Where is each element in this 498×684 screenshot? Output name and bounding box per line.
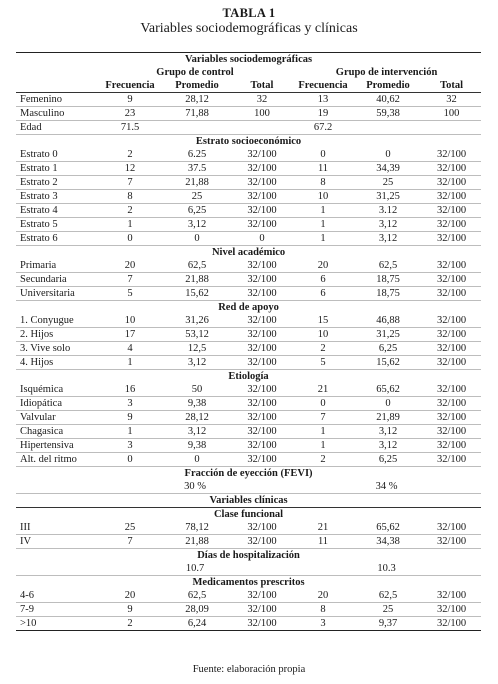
- section-header-row: [16, 246, 481, 260]
- table-row: [16, 273, 481, 287]
- row-label: Isquémica: [16, 383, 98, 397]
- table-cell: 32/100: [232, 176, 292, 190]
- table-cell: 32/100: [422, 589, 481, 603]
- section-header: Fracción de eyección (FEVI): [16, 467, 481, 481]
- table-cell: 21,89: [354, 411, 422, 425]
- table-cell: 32/100: [422, 314, 481, 328]
- section-header-row: [16, 135, 481, 149]
- section-header: Medicamentos prescritos: [16, 576, 481, 590]
- table-cell: 10: [98, 314, 162, 328]
- table-row: [16, 383, 481, 397]
- row-label: 4-6: [16, 589, 98, 603]
- section-header: Clase funcional: [16, 508, 481, 522]
- table-cell: 32/100: [422, 535, 481, 549]
- table-body: [16, 53, 481, 631]
- table-cell: 32/100: [422, 204, 481, 218]
- table-row: [16, 356, 481, 370]
- table-cell: 20: [98, 259, 162, 273]
- table-cell: 32/100: [232, 521, 292, 535]
- row-label: Alt. del ritmo: [16, 453, 98, 467]
- table-cell: 32/100: [422, 453, 481, 467]
- table-cell: 32/100: [422, 439, 481, 453]
- table-cell: 32/100: [422, 273, 481, 287]
- row-label: Secundaria: [16, 273, 98, 287]
- table-cell: 31,26: [162, 314, 232, 328]
- table-cell: 5: [292, 356, 354, 370]
- table-cell: 3,12: [162, 356, 232, 370]
- row-label: Estrato 3: [16, 190, 98, 204]
- column-header: Total: [422, 79, 481, 93]
- summary-row: [16, 562, 481, 576]
- column-header: Frecuencia: [292, 79, 354, 93]
- table-cell: 3,12: [162, 425, 232, 439]
- table-cell: 32/100: [232, 617, 292, 631]
- table-cell: 32/100: [422, 521, 481, 535]
- section-header-row: [16, 508, 481, 522]
- table-row: [16, 397, 481, 411]
- row-label: Hipertensiva: [16, 439, 98, 453]
- table-cell: [162, 121, 232, 135]
- table-cell: 20: [98, 589, 162, 603]
- table-cell: 21: [292, 383, 354, 397]
- row-label: Estrato 0: [16, 148, 98, 162]
- table-cell: 16: [98, 383, 162, 397]
- table-row: [16, 521, 481, 535]
- table-cell: 100: [232, 107, 292, 121]
- table-row: [16, 190, 481, 204]
- table-cell: 32/100: [422, 328, 481, 342]
- table-cell: 7: [98, 535, 162, 549]
- table-cell: 0: [354, 397, 422, 411]
- table-number: TABLA 1: [222, 6, 276, 20]
- group-header-intervention: Grupo de intervención: [335, 67, 438, 78]
- table-cell: 2: [98, 204, 162, 218]
- table-cell: 0: [232, 232, 292, 246]
- table-cell: 9: [98, 603, 162, 617]
- table-cell: 32/100: [232, 603, 292, 617]
- table-cell: 32/100: [232, 273, 292, 287]
- table-cell: 0: [98, 453, 162, 467]
- table-cell: 32/100: [422, 259, 481, 273]
- summary-row: [16, 480, 481, 494]
- table-cell: 21,88: [162, 273, 232, 287]
- table-cell: 4: [98, 342, 162, 356]
- table-cell: 23: [98, 107, 162, 121]
- table-row: [16, 218, 481, 232]
- section-header-row: [16, 370, 481, 384]
- table-cell: 32/100: [232, 204, 292, 218]
- row-label: Estrato 1: [16, 162, 98, 176]
- table-cell: 67.2: [292, 121, 354, 135]
- table-cell: 32/100: [422, 425, 481, 439]
- table-cell: 32/100: [232, 259, 292, 273]
- table-cell: 32/100: [422, 232, 481, 246]
- table-row: [16, 439, 481, 453]
- source-note: Fuente: elaboración propia: [192, 664, 306, 675]
- table-cell: 32/100: [232, 411, 292, 425]
- summary-label-empty: [16, 480, 98, 494]
- row-label: Chagasica: [16, 425, 98, 439]
- table-cell: 46,88: [354, 314, 422, 328]
- table-cell: 37.5: [162, 162, 232, 176]
- table-cell: 32/100: [232, 439, 292, 453]
- table-cell: 15: [292, 314, 354, 328]
- row-label: III: [16, 521, 98, 535]
- table-cell: 32/100: [422, 397, 481, 411]
- section-header: Red de apoyo: [16, 301, 481, 315]
- table-row: [16, 93, 481, 107]
- summary-control-value: 30 %: [98, 480, 292, 494]
- row-label: 7-9: [16, 603, 98, 617]
- table-cell: 62,5: [354, 589, 422, 603]
- group-header-control: Grupo de control: [156, 67, 234, 78]
- table-cell: 10: [292, 190, 354, 204]
- table-cell: 9: [98, 411, 162, 425]
- table-cell: 21: [292, 521, 354, 535]
- table-cell: 6: [292, 287, 354, 301]
- table-cell: 18,75: [354, 273, 422, 287]
- table-cell: 3,12: [354, 425, 422, 439]
- table-title: Variables sociodemográficas y clínicas: [140, 21, 358, 36]
- table-cell: 7: [292, 411, 354, 425]
- table-cell: 1: [292, 439, 354, 453]
- row-label: IV: [16, 535, 98, 549]
- table-cell: 7: [98, 176, 162, 190]
- table-cell: 32/100: [422, 342, 481, 356]
- section-header-row: [16, 494, 481, 508]
- table-cell: 8: [292, 603, 354, 617]
- table-cell: 18,75: [354, 287, 422, 301]
- section-header: Días de hospitalización: [16, 549, 481, 563]
- table-cell: 17: [98, 328, 162, 342]
- table-row: [16, 617, 481, 631]
- table-row: [16, 589, 481, 603]
- table-cell: 62,5: [354, 259, 422, 273]
- table-row: [16, 287, 481, 301]
- row-label: Valvular: [16, 411, 98, 425]
- table-cell: 71.5: [98, 121, 162, 135]
- table-cell: 0: [292, 148, 354, 162]
- table-row: [16, 453, 481, 467]
- row-label: 4. Hijos: [16, 356, 98, 370]
- table-cell: 65,62: [354, 383, 422, 397]
- table-cell: 0: [162, 453, 232, 467]
- row-label: 1. Conyugue: [16, 314, 98, 328]
- table-row: [16, 107, 481, 121]
- table-cell: 65,62: [354, 521, 422, 535]
- section-header: Variables clínicas: [16, 494, 481, 508]
- column-header: Promedio: [354, 79, 422, 93]
- row-label: Primaria: [16, 259, 98, 273]
- table-cell: 12: [98, 162, 162, 176]
- table-cell: 32/100: [232, 314, 292, 328]
- table-cell: 34,39: [354, 162, 422, 176]
- table-cell: 100: [422, 107, 481, 121]
- table-cell: 21,88: [162, 535, 232, 549]
- column-header: [16, 79, 98, 93]
- table-cell: 62,5: [162, 589, 232, 603]
- table-cell: 32/100: [232, 453, 292, 467]
- table-row: [16, 148, 481, 162]
- table-cell: 32/100: [232, 397, 292, 411]
- table-cell: 32/100: [422, 603, 481, 617]
- summary-control-value: 10.7: [98, 562, 292, 576]
- table-cell: 11: [292, 535, 354, 549]
- table-cell: 28,09: [162, 603, 232, 617]
- table-cell: 25: [98, 521, 162, 535]
- table-cell: 32/100: [232, 342, 292, 356]
- table-cell: 0: [292, 397, 354, 411]
- section-header: Etiología: [16, 370, 481, 384]
- table-cell: 53,12: [162, 328, 232, 342]
- table-cell: 3.12: [354, 204, 422, 218]
- table-cell: 32/100: [422, 617, 481, 631]
- table-cell: 3: [98, 439, 162, 453]
- table-cell: 31,25: [354, 328, 422, 342]
- table-cell: 31,25: [354, 190, 422, 204]
- table-cell: [354, 121, 422, 135]
- table-cell: 2: [292, 342, 354, 356]
- section-header-row: [16, 53, 481, 67]
- table-cell: 0: [98, 232, 162, 246]
- table-cell: 78,12: [162, 521, 232, 535]
- table-cell: 9: [98, 93, 162, 107]
- table-cell: 32: [232, 93, 292, 107]
- table-row: [16, 176, 481, 190]
- table-cell: 32/100: [232, 383, 292, 397]
- summary-intervention-value: 34 %: [292, 480, 481, 494]
- table-cell: 21,88: [162, 176, 232, 190]
- section-header: Nivel académico: [16, 246, 481, 260]
- table-cell: 0: [162, 232, 232, 246]
- table-cell: 59,38: [354, 107, 422, 121]
- table-cell: 1: [292, 204, 354, 218]
- row-label: 3. Vive solo: [16, 342, 98, 356]
- table-cell: 32/100: [232, 162, 292, 176]
- table-cell: 32/100: [232, 328, 292, 342]
- section-header-row: [16, 467, 481, 481]
- group-header-row: [16, 66, 481, 79]
- table-cell: 19: [292, 107, 354, 121]
- table-cell: 32/100: [232, 589, 292, 603]
- table-cell: 3: [98, 397, 162, 411]
- table-cell: 32/100: [422, 190, 481, 204]
- table-cell: 32/100: [232, 190, 292, 204]
- table-cell: 8: [292, 176, 354, 190]
- summary-intervention-value: 10.3: [292, 562, 481, 576]
- table-cell: 3,12: [354, 232, 422, 246]
- table-cell: 32/100: [422, 411, 481, 425]
- table-cell: 8: [98, 190, 162, 204]
- column-header-row: [16, 79, 481, 93]
- table-cell: 2: [98, 617, 162, 631]
- table-cell: 13: [292, 93, 354, 107]
- row-label: Estrato 2: [16, 176, 98, 190]
- table-cell: 32/100: [232, 218, 292, 232]
- table-cell: 32/100: [422, 148, 481, 162]
- table-cell: 32/100: [232, 535, 292, 549]
- table-cell: 25: [162, 190, 232, 204]
- section-header: Variables sociodemográficas: [16, 53, 481, 67]
- table-cell: 32/100: [232, 356, 292, 370]
- table-row: [16, 162, 481, 176]
- table-cell: 25: [354, 176, 422, 190]
- table-cell: 6,25: [354, 453, 422, 467]
- table-cell: 5: [98, 287, 162, 301]
- table-cell: 6,24: [162, 617, 232, 631]
- table-cell: 40,62: [354, 93, 422, 107]
- table-row: [16, 121, 481, 135]
- table-cell: 32: [422, 93, 481, 107]
- table-cell: 3,12: [354, 218, 422, 232]
- row-label: Universitaria: [16, 287, 98, 301]
- section-header: Estrato socioeconómico: [16, 135, 481, 149]
- table-cell: 1: [292, 218, 354, 232]
- table-cell: 3,12: [354, 439, 422, 453]
- table-cell: 1: [98, 218, 162, 232]
- table-cell: 2: [98, 148, 162, 162]
- table-cell: 3: [292, 617, 354, 631]
- table-cell: 11: [292, 162, 354, 176]
- table-cell: 6,25: [354, 342, 422, 356]
- table-cell: 32/100: [422, 356, 481, 370]
- table-cell: 32/100: [232, 425, 292, 439]
- table-row: [16, 603, 481, 617]
- row-label: Masculino: [16, 107, 98, 121]
- group-header-empty: [16, 66, 98, 79]
- table-cell: 9,38: [162, 397, 232, 411]
- table-cell: 32/100: [422, 287, 481, 301]
- row-label: Estrato 6: [16, 232, 98, 246]
- table-cell: 32/100: [422, 162, 481, 176]
- row-label: >10: [16, 617, 98, 631]
- row-label: Idiopática: [16, 397, 98, 411]
- table-row: [16, 425, 481, 439]
- table-cell: 32/100: [422, 383, 481, 397]
- section-header-row: [16, 576, 481, 590]
- table-row: [16, 232, 481, 246]
- column-header: Frecuencia: [98, 79, 162, 93]
- table-cell: 9,37: [354, 617, 422, 631]
- table-cell: 15,62: [354, 356, 422, 370]
- table-row: [16, 314, 481, 328]
- table-cell: [232, 121, 292, 135]
- row-label: Femenino: [16, 93, 98, 107]
- table-cell: 6: [292, 273, 354, 287]
- table-cell: 6,25: [162, 204, 232, 218]
- table-row: [16, 204, 481, 218]
- table-cell: 32/100: [422, 218, 481, 232]
- table-cell: 25: [354, 603, 422, 617]
- table-row: [16, 259, 481, 273]
- table-cell: 34,38: [354, 535, 422, 549]
- row-label: Estrato 4: [16, 204, 98, 218]
- table-cell: 32/100: [232, 148, 292, 162]
- section-header-row: [16, 301, 481, 315]
- table-cell: 2: [292, 453, 354, 467]
- table-cell: 50: [162, 383, 232, 397]
- table-cell: 10: [292, 328, 354, 342]
- row-label: Edad: [16, 121, 98, 135]
- table-cell: 7: [98, 273, 162, 287]
- table-cell: 20: [292, 259, 354, 273]
- table-cell: 9,38: [162, 439, 232, 453]
- table-cell: 71,88: [162, 107, 232, 121]
- table-cell: 3,12: [162, 218, 232, 232]
- table-cell: 6.25: [162, 148, 232, 162]
- table-cell: 1: [98, 356, 162, 370]
- table-row: [16, 535, 481, 549]
- table-row: [16, 342, 481, 356]
- table-cell: 28,12: [162, 411, 232, 425]
- table-cell: 12,5: [162, 342, 232, 356]
- column-header: Total: [232, 79, 292, 93]
- row-label: Estrato 5: [16, 218, 98, 232]
- table-cell: 28,12: [162, 93, 232, 107]
- column-header: Promedio: [162, 79, 232, 93]
- summary-label-empty: [16, 562, 98, 576]
- table-cell: [422, 121, 481, 135]
- section-header-row: [16, 549, 481, 563]
- table-cell: 32/100: [422, 176, 481, 190]
- table-cell: 1: [292, 425, 354, 439]
- table-cell: 1: [292, 232, 354, 246]
- table-cell: 20: [292, 589, 354, 603]
- table-cell: 62,5: [162, 259, 232, 273]
- row-label: 2. Hijos: [16, 328, 98, 342]
- table-cell: 15,62: [162, 287, 232, 301]
- table-cell: 32/100: [232, 287, 292, 301]
- table-row: [16, 411, 481, 425]
- table-cell: 1: [98, 425, 162, 439]
- data-table: [16, 52, 481, 631]
- table-row: [16, 328, 481, 342]
- table-cell: 0: [354, 148, 422, 162]
